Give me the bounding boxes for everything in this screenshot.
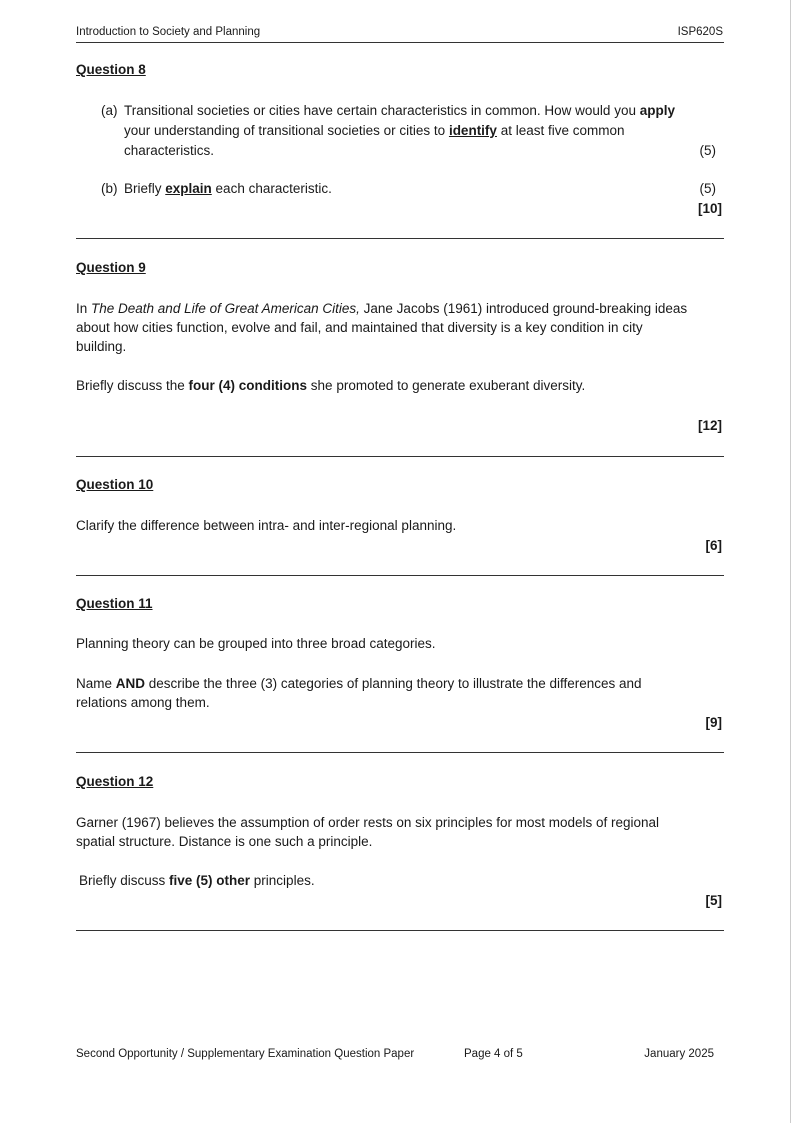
question-9-title: Question 9 xyxy=(76,260,146,275)
q11-total: [9] xyxy=(705,715,722,730)
text: In xyxy=(76,301,92,316)
q8-total: [10] xyxy=(697,201,722,216)
text: Jane Jacobs (1961) introduced ground-breaking ideas xyxy=(359,301,688,316)
text: Transitional societies or cities have certain characteristics in common. How would you xyxy=(124,103,640,118)
text: each characteristic. xyxy=(211,181,332,196)
footer-date: January 2025 xyxy=(644,1048,714,1060)
header-code: ISP620S xyxy=(677,26,723,38)
q8-a-label: (a) xyxy=(101,103,118,118)
q8-b-label: (b) xyxy=(101,181,118,196)
emphasis: AND xyxy=(115,676,146,691)
text: your understanding of transitional societies or cities to xyxy=(124,123,449,138)
q8-b-mark: (5) xyxy=(699,181,716,196)
emphasis: apply xyxy=(639,103,675,118)
page-edge xyxy=(790,0,791,1123)
emphasis: explain xyxy=(165,181,212,196)
q10-text: Clarify the difference between intra- and inter-regional planning. xyxy=(76,518,457,533)
q8-b-text xyxy=(124,181,332,196)
header-course: Introduction to Society and Planning xyxy=(76,26,261,38)
text: she promoted to generate exuberant diversity. xyxy=(307,378,586,393)
emphasis: five (5) other xyxy=(169,873,251,888)
q8-a-mark: (5) xyxy=(699,143,716,158)
q12-line2: spatial structure. Distance is one such a principle. xyxy=(76,834,373,849)
divider xyxy=(76,456,724,457)
text: principles. xyxy=(250,873,315,888)
q12-total: [5] xyxy=(705,893,722,908)
q12-question xyxy=(79,873,315,888)
q9-question xyxy=(76,378,585,393)
q8-a-line2 xyxy=(124,123,625,138)
text: Name xyxy=(76,676,116,691)
text: describe the three (3) categories of planning theory to illustrate the differences and xyxy=(145,676,642,691)
q12-line1: Garner (1967) believes the assumption of order rests on six principles for most models of regional xyxy=(76,815,660,830)
q11-line1: Planning theory can be grouped into three broad categories. xyxy=(76,636,436,651)
divider xyxy=(76,930,724,931)
emphasis: four (4) conditions xyxy=(188,378,308,393)
q9-total: [12] xyxy=(697,418,722,433)
q9-line2: about how cities function, evolve and fail, and maintained that diversity is a key condition in city xyxy=(76,320,643,335)
q8-a-line3: characteristics. xyxy=(124,143,215,158)
book-title: The Death and Life of Great American Cities, xyxy=(91,301,360,316)
q11-question xyxy=(76,676,642,691)
text: Briefly discuss the xyxy=(76,378,189,393)
question-11-title: Question 11 xyxy=(76,596,153,611)
question-12-title: Question 12 xyxy=(76,774,154,789)
question-8-title: Question 8 xyxy=(76,62,146,77)
header-rule xyxy=(76,42,724,43)
emphasis: identify xyxy=(448,123,497,138)
text: Briefly discuss xyxy=(79,873,170,888)
q9-line1 xyxy=(76,301,687,316)
text: Briefly xyxy=(124,181,166,196)
footer-exam: Second Opportunity / Supplementary Examination Question Paper xyxy=(76,1048,415,1060)
divider xyxy=(76,238,724,239)
question-10-title: Question 10 xyxy=(76,477,154,492)
q11-question-line2: relations among them. xyxy=(76,695,210,710)
text: at least five common xyxy=(496,123,625,138)
divider xyxy=(76,575,724,576)
footer-page-number: Page 4 of 5 xyxy=(464,1048,523,1060)
q10-total: [6] xyxy=(705,538,722,553)
q8-a-line1 xyxy=(124,103,675,118)
q9-line3: building. xyxy=(76,339,127,354)
divider xyxy=(76,752,724,753)
